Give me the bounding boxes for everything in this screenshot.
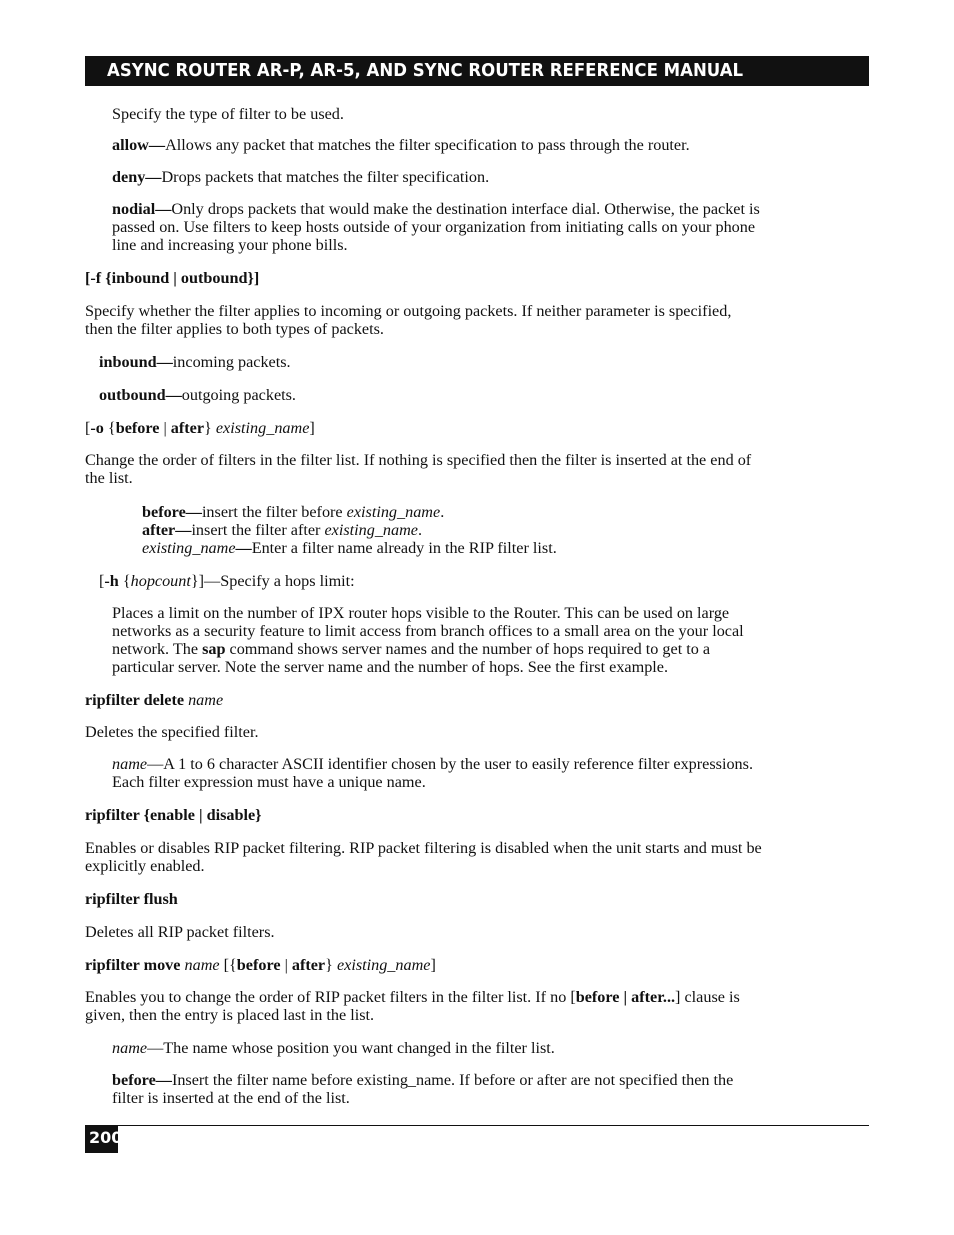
header-bar [85, 56, 869, 86]
h-desc-line-2: networks as a security feature to limit access from branch offices to a small area on the your local [112, 622, 744, 640]
f-desc-line-1: Specify whether the filter applies to incoming or outgoing packets. If neither parameter is specified, [85, 302, 732, 320]
move-before-keyword: before [236, 956, 281, 974]
h-brace-close: } [190, 572, 199, 590]
move-desc-line-2: given, then the entry is placed last in the list. [85, 1006, 375, 1024]
h-desc-line-1: Places a limit on the number of IPX router hops visible to the Router. This can be used on large [112, 604, 730, 622]
enable-desc-line-2: explicitly enabled. [85, 857, 205, 875]
delete-name-entry [112, 755, 753, 791]
move-before-dash: — [155, 1071, 172, 1089]
nodial-line-1: Only drops packets that would make the destination interface dial. Otherwise, the packet is [171, 200, 760, 218]
move-command: ripfilter move [85, 956, 185, 974]
delete-arg: name [188, 691, 224, 709]
enable-description [85, 839, 762, 875]
footer-rule [85, 1125, 869, 1126]
h-flag: -h [104, 572, 119, 590]
h-brace-open: { [118, 572, 131, 590]
o-existing-term: existing_name [142, 539, 236, 557]
f-desc-line-2: then the filter applies to both types of packets. [85, 320, 384, 338]
o-before-entry [142, 503, 557, 557]
enable-desc-line-1: Enables or disables RIP packet filtering. RIP packet filtering is disabled when the unit starts and must be [85, 839, 762, 857]
outbound-dash: — [165, 386, 182, 404]
outbound-term: outbound [99, 386, 166, 404]
existing-name-arg: existing_name [215, 419, 310, 437]
delete-name-line-2: Each filter expression must have a unique name. [112, 773, 426, 791]
o-after-arg: existing_name [324, 521, 418, 539]
h-bracket-open: [ [99, 572, 105, 590]
nodial-dash: — [155, 200, 172, 218]
type-description: Specify the type of filter to be used. [112, 105, 344, 123]
brace-close: } [204, 419, 216, 437]
o-option-description [85, 451, 751, 487]
delete-name-line-1: A 1 to 6 character ASCII identifier chosen by the user to easily reference filter expressions. [163, 755, 753, 773]
move-bracket-close: ] [430, 956, 436, 974]
move-name-text: The name whose position you want changed in the filter list. [163, 1039, 555, 1057]
delete-command: ripfilter delete [85, 691, 189, 709]
move-after-keyword: after [291, 956, 326, 974]
o-after-text: insert the filter after [191, 521, 325, 539]
inbound-entry [99, 353, 291, 371]
enable-heading-text: ripfilter {enable | disable} [85, 806, 262, 824]
h-desc-line-3a: network. The [112, 640, 203, 658]
o-flag: -o [90, 419, 104, 437]
move-name-term: name [112, 1039, 148, 1057]
f-option-heading-text: [-f {inbound | outbound}] [85, 269, 260, 287]
o-after-dash: — [175, 521, 192, 539]
o-desc-line-1: Change the order of filters in the filter list. If nothing is specified then the filter is inserted at the end of [85, 451, 752, 469]
flush-heading [85, 890, 178, 908]
flush-heading-text: ripfilter flush [85, 890, 178, 908]
nodial-entry [112, 200, 760, 254]
inbound-dash: — [156, 353, 173, 371]
move-before-entry [112, 1071, 733, 1107]
deny-term: deny [112, 168, 146, 186]
hopcount-arg: hopcount [130, 572, 191, 590]
o-desc-line-2: the list. [85, 469, 133, 487]
move-existing-arg: existing_name [336, 956, 431, 974]
f-option-heading [85, 269, 259, 287]
deny-text: Drops packets that matches the filter specification. [161, 168, 490, 186]
delete-description: Deletes the specified filter. [85, 723, 259, 741]
h-option-heading [99, 572, 355, 590]
move-before-line-1: Insert the filter name before existing_name. If before or after are not specified then the [171, 1071, 734, 1089]
allow-term: allow [112, 136, 149, 154]
f-option-description [85, 302, 731, 338]
flush-description: Deletes all RIP packet filters. [85, 923, 275, 941]
enable-heading [85, 806, 262, 824]
delete-name-term: name [112, 755, 148, 773]
nodial-line-2: passed on. Use filters to keep hosts outside of your organization from initiating calls on your phone [112, 218, 756, 236]
move-description [85, 988, 740, 1024]
o-after-term: after [142, 521, 176, 539]
page-title: ASYNC ROUTER AR-P, AR-5, AND SYNC ROUTER REFERENCE MANUAL [107, 60, 744, 81]
move-separator: | [280, 956, 292, 974]
move-desc-line-1a: Enables you to change the order of RIP packet filters in the filter list. If no [ [85, 988, 576, 1006]
allow-dash: — [148, 136, 166, 154]
move-heading [85, 956, 436, 974]
sap-keyword: sap [202, 640, 226, 658]
h-heading-text: ]—Specify a hops limit: [198, 572, 355, 590]
delete-heading [85, 691, 223, 709]
delete-name-dash: — [147, 755, 164, 773]
outbound-entry [99, 386, 296, 404]
h-option-description [112, 604, 744, 676]
o-after-end: . [418, 521, 423, 539]
before-keyword: before [115, 419, 160, 437]
inbound-text: incoming packets. [172, 353, 291, 371]
o-option-heading [85, 419, 315, 437]
move-before-term: before [112, 1071, 156, 1089]
o-before-dash: — [185, 503, 202, 521]
move-brace-close: } [325, 956, 337, 974]
deny-entry [112, 168, 489, 186]
move-name-arg: name [184, 956, 220, 974]
allow-entry [112, 136, 690, 154]
allow-text: Allows any packet that matches the filter specification to pass through the router. [165, 136, 690, 154]
page-number: 200 [89, 1128, 123, 1147]
bracket-close: ] [309, 419, 315, 437]
separator: | [159, 419, 171, 437]
o-before-text: insert the filter before [201, 503, 347, 521]
o-before-end: . [440, 503, 445, 521]
move-name-dash: — [147, 1039, 164, 1057]
inbound-term: inbound [99, 353, 157, 371]
move-before-line-2: filter is inserted at the end of the list. [112, 1089, 350, 1107]
after-keyword: after [170, 419, 205, 437]
move-desc-clause: before | after... [575, 988, 676, 1006]
brace-open: { [103, 419, 116, 437]
o-existing-text: Enter a filter name already in the RIP filter list. [251, 539, 557, 557]
deny-dash: — [145, 168, 162, 186]
nodial-line-3: line and increasing your phone bills. [112, 236, 348, 254]
o-existing-dash: — [235, 539, 252, 557]
nodial-term: nodial [112, 200, 156, 218]
move-desc-line-1c: ] clause is [675, 988, 740, 1006]
outbound-text: outgoing packets. [181, 386, 296, 404]
move-name-entry [112, 1039, 555, 1057]
o-before-term: before [142, 503, 186, 521]
o-before-arg: existing_name [346, 503, 441, 521]
h-desc-line-4: particular server. Note the server name and the number of hops. See the first example. [112, 658, 669, 676]
move-bracket-open: [{ [219, 956, 237, 974]
bracket-open: [ [85, 419, 91, 437]
h-desc-line-3c: command shows server names and the number of hops required to get to a [225, 640, 711, 658]
page-number-box [85, 1125, 123, 1153]
